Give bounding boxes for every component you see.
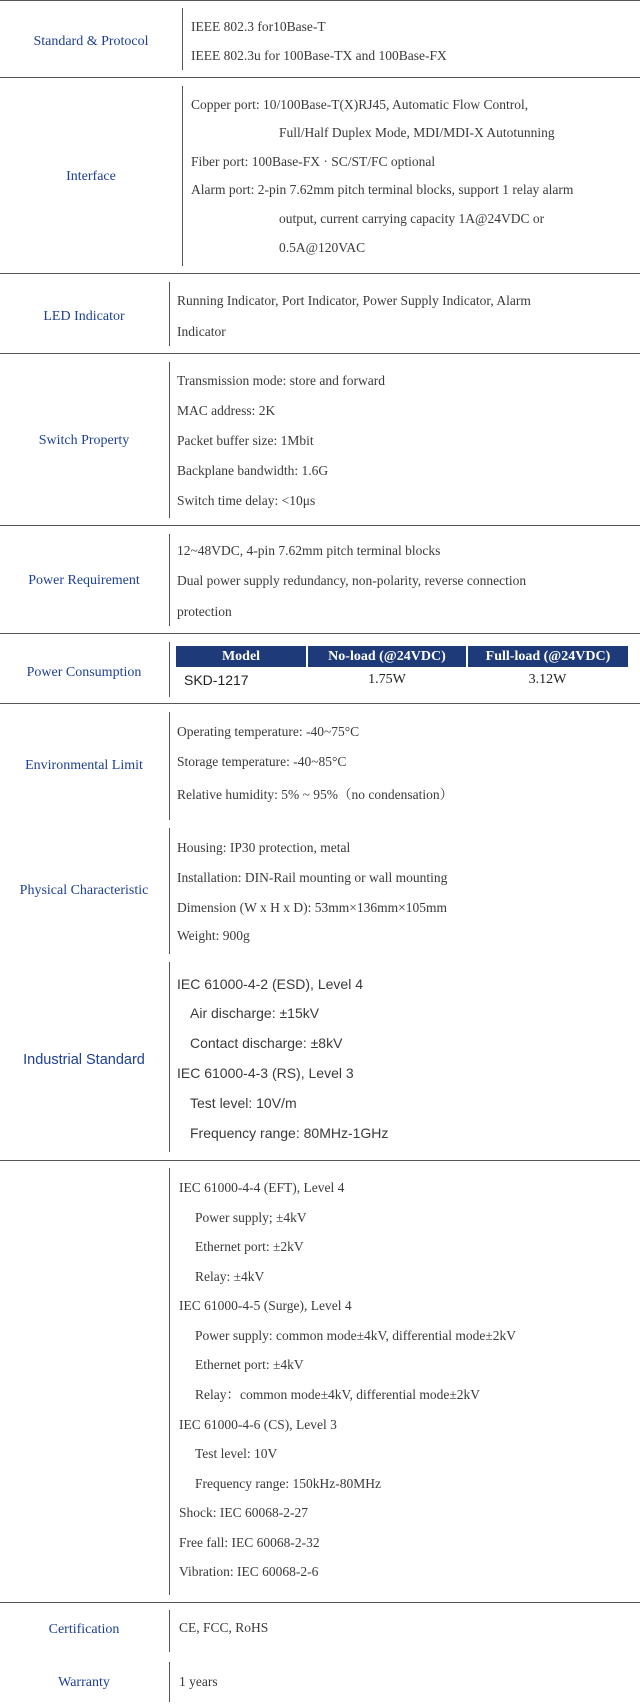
spec-line: Housing: IP30 protection, metal [177,840,351,855]
spec-line: Backplane bandwidth: 1.6G [177,463,329,478]
spec-line: IEEE 802.3 for10Base-T [191,19,326,34]
row-divider [0,1160,640,1161]
spec-line: IEC 61000-4-4 (EFT), Level 4 [179,1180,345,1195]
spec-line: Shock: IEC 60068-2-27 [179,1505,308,1520]
spec-line: Contact discharge: ±8kV [190,1035,343,1051]
spec-line: protection [177,604,232,619]
spec-line: Vibration: IEC 60068-2-6 [179,1564,319,1579]
spec-line: Weight: 900g [177,928,250,943]
spec-line: IEC 61000-4-3 (RS), Level 3 [177,1065,354,1081]
spec-line: Frequency range: 80MHz-1GHz [190,1125,389,1141]
table-row [176,667,628,693]
row-label-standard-protocol: Standard & Protocol [33,34,149,49]
spec-line: Copper port: 10/100Base-T(X)RJ45, Automatic Flow Control, [191,97,529,112]
column-divider [169,282,170,346]
column-divider [169,1662,170,1702]
row-label-switch-property: Switch Property [38,433,130,448]
row-label-physical-characteristic: Physical Characteristic [19,883,149,898]
spec-line: Running Indicator, Port Indicator, Power Supply Indicator, Alarm [177,293,531,308]
column-divider [169,362,170,518]
table-header: Full-load (@24VDC) [467,646,628,667]
spec-line: Packet buffer size: 1Mbit [177,433,314,448]
row-divider [0,353,640,354]
row-label-environmental-limit: Environmental Limit [25,758,143,773]
spec-line: IEC 61000-4-6 (CS), Level 3 [179,1417,337,1432]
spec-line: Transmission mode: store and forward [177,373,385,388]
spec-line: Dual power supply redundancy, non-polarity, reverse connection [177,573,527,588]
spec-line: Relay：common mode±4kV, differential mode±2kV [195,1387,481,1402]
table-cell: 3.12W [528,672,567,687]
column-divider [169,712,170,820]
spec-line: Ethernet port: ±4kV [195,1357,304,1372]
row-label-power-consumption: Power Consumption [26,665,142,680]
spec-line: Relay: ±4kV [195,1269,265,1284]
row-label-interface: Interface [66,169,116,184]
row-label-warranty: Warranty [58,1675,110,1690]
spec-line: Switch time delay: <10μs [177,493,316,508]
column-divider [169,534,170,626]
spec-line: Test level: 10V/m [190,1095,297,1111]
column-divider [169,1610,170,1652]
power-consumption-table [176,646,628,693]
spec-line: IEEE 802.3u for 100Base-TX and 100Base-FX [191,48,447,63]
spec-line: IEC 61000-4-2 (ESD), Level 4 [177,976,363,992]
column-divider [169,642,170,697]
spec-line: Fiber port: 100Base-FX · SC/ST/FC optional [191,154,436,169]
spec-line: 1 years [179,1674,218,1689]
spec-line: Power supply; ±4kV [195,1210,307,1225]
spec-line: 12~48VDC, 4-pin 7.62mm pitch terminal blocks [177,543,441,558]
spec-line: Ethernet port: ±2kV [195,1239,304,1254]
row-label-certification: Certification [48,1622,120,1637]
column-divider [169,962,170,1152]
spec-line: Operating temperature: -40~75°C [177,724,360,739]
spec-line: IEC 61000-4-5 (Surge), Level 4 [179,1298,352,1313]
spec-line: Free fall: IEC 60068-2-32 [179,1535,320,1550]
spec-line: Storage temperature: -40~85°C [177,754,347,769]
table-cell: 1.75W [368,672,406,687]
spec-line: Dimension (W x H x D): 53mm×136mm×105mm [177,900,447,915]
row-divider [0,525,640,526]
table-header: Model [176,646,307,667]
spec-line: output, current carrying capacity 1A@24VDC or [279,211,545,226]
row-divider [0,633,640,634]
row-divider [0,77,640,78]
spec-line: Air discharge: ±15kV [190,1005,320,1021]
spec-line: Frequency range: 150kHz-80MHz [195,1476,381,1491]
spec-line: 0.5A@120VAC [279,240,366,255]
spec-line: Alarm port: 2-pin 7.62mm pitch terminal blocks, support 1 relay alarm [191,182,574,197]
spec-line: Indicator [177,324,226,339]
row-label-led-indicator: LED Indicator [43,309,125,324]
column-divider [182,86,183,266]
spec-line: Full/Half Duplex Mode, MDI/MDI-X Autotunning [279,125,555,140]
spec-line: MAC address: 2K [177,403,276,418]
row-label-power-requirement: Power Requirement [28,573,140,588]
row-label-industrial-standard: Industrial Standard [23,1052,145,1068]
column-divider [169,828,170,954]
spec-line: Test level: 10V [195,1446,278,1461]
row-divider [0,0,640,1]
table-cell: SKD-1217 [184,672,249,688]
table-header: No-load (@24VDC) [307,646,467,667]
row-divider [0,273,640,274]
spec-line: CE, FCC, RoHS [179,1620,269,1635]
row-divider [0,703,640,704]
spec-line: Installation: DIN-Rail mounting or wall mounting [177,870,448,885]
column-divider [182,8,183,70]
row-divider [0,1602,640,1603]
spec-line: Relative humidity: 5% ~ 95%（no condensation） [177,787,454,802]
spec-line: Power supply: common mode±4kV, differential mode±2kV [195,1328,517,1343]
column-divider [169,1168,170,1595]
